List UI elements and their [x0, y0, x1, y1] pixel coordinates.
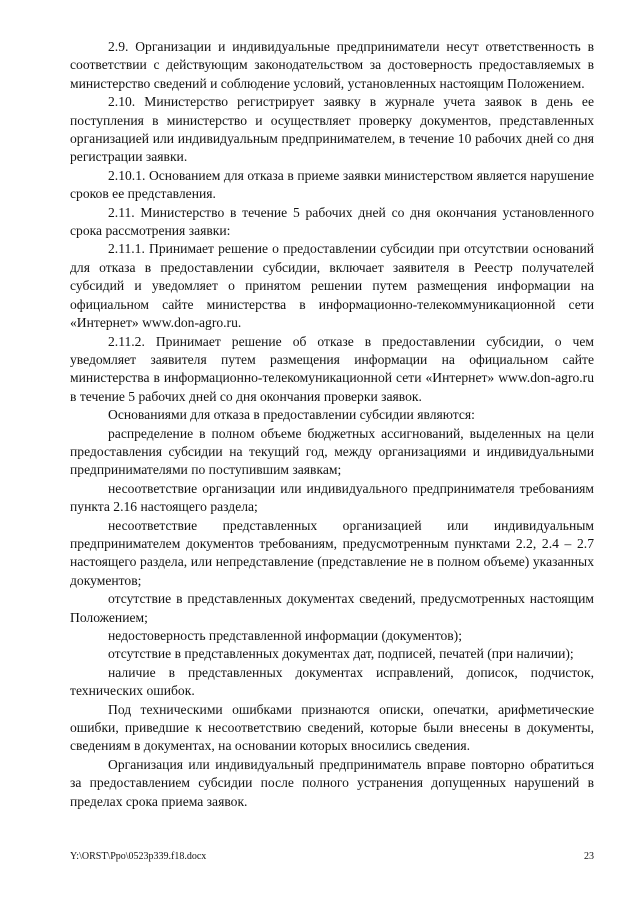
refusal-ground-item: наличие в представленных документах исправлений, дописок, подчисток, технических ошибок. [70, 664, 594, 699]
refusal-ground-item: несоответствие организации или индивидуального предпринимателя требованиям пункта 2.16 настоящего раздела; [70, 480, 594, 515]
refusal-ground-item: распределение в полном объеме бюджетных ассигнований, выделенных на цели предоставления субсидии на текущий год, между организациями и индивидуальными предпринимателями по поступившим заявкам; [70, 425, 594, 478]
resubmission-paragraph: Организация или индивидуальный предприниматель вправе повторно обратиться за предоставлением субсидии после полного устранения допущенных нарушений в пределах срока приема заявок. [70, 756, 594, 809]
refusal-ground-item: отсутствие в представленных документах сведений, предусмотренных настоящим Положением; [70, 591, 594, 625]
paragraph-2-11-2: 2.11.2. Принимает решение об отказе в предоставлении субсидии, о чем уведомляет заявителя путем размещения информации на официальном сайте министерства в информационно-телекомуникационной сети «Интернет» www.don-agro.ru в течение 5 рабочих дней со дня окончания проверки заявок. [70, 333, 594, 404]
paragraph-2-11: 2.11. Министерство в течение 5 рабочих дней со дня окончания установленного срока рассмотрения заявки: [70, 204, 594, 239]
paragraph-2-9: 2.9. Организации и индивидуальные предприниматели несут ответственность в соответствии с действующим законодательством за достоверность предоставляемых в министерство сведений и соблюдение условий, установленных настоящим Положением. [70, 39, 594, 91]
page-number: 23 [584, 851, 594, 862]
refusal-ground-item: отсутствие в представленных документах дат, подписей, печатей (при наличии); [108, 646, 574, 662]
technical-errors-definition: Под техническими ошибками признаются описки, опечатки, арифметические ошибки, приведшие к несоответствию сведений, которые были внесены в документы, сведениям в документах, на основании которых вносились сведения. [70, 701, 594, 754]
document-body [70, 38, 594, 811]
page-footer [70, 851, 594, 862]
paragraph-2-10-1: 2.10.1. Основанием для отказа в приеме заявки министерством является нарушение сроков ее представления. [70, 167, 594, 202]
paragraph-2-11-1: 2.11.1. Принимает решение о предоставлении субсидии при отсутствии оснований для отказа в предоставлении субсидии, включает заявителя в Реестр получателей субсидий и уведомляет о принятом решении путем размещения информации на официальном сайте министерства в информационно-телекоммуникационной сети «Интернет» www.don-agro.ru. [70, 241, 594, 331]
refusal-ground-item: недостоверность представленной информации (документов); [108, 628, 462, 643]
refusal-ground-item: несоответствие представленных организацией или индивидуальным предпринимателем документов требованиям, предусмотренным пунктами 2.2, 2.4 – 2.7 настоящего раздела, или непредставление (представление не в полном объеме) указанных документов; [70, 517, 594, 588]
refusal-grounds-heading: Основаниями для отказа в предоставлении субсидии являются: [108, 407, 475, 423]
paragraph-2-10: 2.10. Министерство регистрирует заявку в журнале учета заявок в день ее поступления в министерство и осуществляет проверку документов, представленных организацией или индивидуальным предпринимателем, в течение 10 рабочих дней со дня регистрации заявки. [70, 94, 594, 165]
footer-file-path: Y:\ORST\Ppo\0523p339.f18.docx [70, 851, 207, 862]
